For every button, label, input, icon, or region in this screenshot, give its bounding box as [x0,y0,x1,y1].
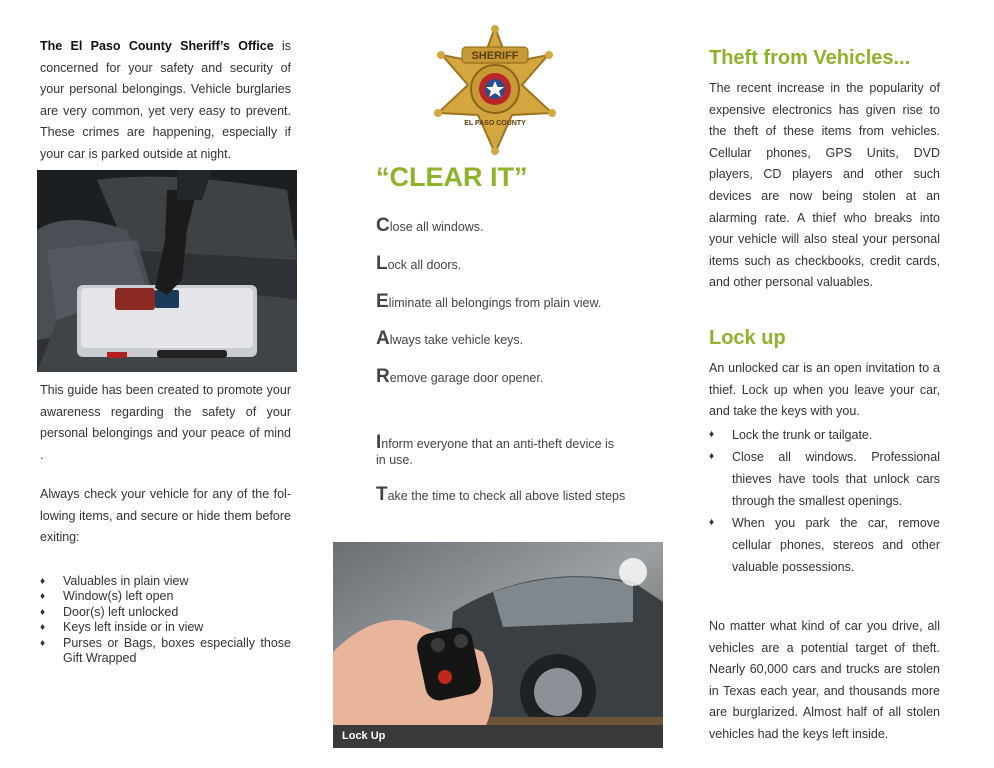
theft-heading: Theft from Vehicles... [709,47,911,69]
photo-caption: Lock Up [333,725,663,748]
guide-paragraph: This guide has been created to promote your awareness regarding the safety of your personal belongings and your peace of mind . [40,383,291,462]
lock-up-paragraph: An unlocked car is an open invitation to a thief. Lock up when you leave your car, and take the keys with you. [709,361,940,419]
step-letter: C [376,215,390,236]
list-item: ♦ Close all windows. Professional thieves have tools that unlock cars through the smallest openings. [709,446,940,512]
intro-rest: is concerned for your safety and security of your personal belongings. Vehicle burglaries are very common, yet very easy to prevent. These crimes are happening, especially if your car is parked outside at night. [40,39,291,161]
theft-paragraph: The recent increase in the popularity of expensive electronics has given rise to the theft of these items from vehicles. Cellular phones, GPS Units, DVD players, CD players and other such devices are now being stolen at an alarming rate. A thief who breaks into your vehicle will also steal your personal items such as checkbooks, credit cards, and other personal valuables. [709,81,940,290]
step-letter: R [376,366,390,387]
step-text: ock all doors. [387,258,462,272]
step-text: ake the time to check all above listed steps [387,489,626,503]
list-item: ♦ When you park the car, remove cellular phones, stereos and other valuable possessions. [709,512,940,578]
list-item: ♦ Keys left inside or in view [40,620,291,635]
clear-step-a [376,328,636,349]
sheriff-badge-logo [430,25,560,155]
intro-bold: The El Paso County Sheriff’s Office [40,39,274,53]
list-item: ♦ Purses or Bags, boxes especially those Gift Wrapped [40,636,291,667]
clear-it-heading: “CLEAR IT” [376,162,528,192]
step-text: emove garage door opener. [389,371,544,385]
list-item: ♦ Window(s) left open [40,589,291,604]
no-matter-paragraph: No matter what kind of car you drive, all vehicles are a potential target of theft. Nearly 60,000 cars and trucks are stolen in Texas each year, and thousands more are burglarized. Almost half of all stolen vehicles had the keys left inside. [709,619,940,741]
step-letter: T [376,484,388,505]
clear-step-r [376,366,636,387]
list-item: ♦ Valuables in plain view [40,574,291,589]
list-item: ♦ Lock the trunk or tailgate. [709,424,940,446]
badge-top-text: SHERIFF [471,50,519,62]
list-item: ♦ Door(s) left unlocked [40,605,291,620]
step-letter: I [376,432,382,453]
step-letter: L [376,253,388,274]
step-text: nform everyone that an anti-theft device is in use. [376,437,615,467]
clear-step-i [376,432,626,468]
always-check-paragraph: Always check your vehicle for any of the fol-lowing items, and secure or hide them before exiting: [40,487,291,545]
clear-step-e [376,291,636,312]
step-text: liminate all belongings from plain view. [388,296,602,310]
step-text: lose all windows. [389,220,484,234]
intro-paragraph [40,36,291,166]
clear-step-l [376,253,636,274]
badge-bottom-text: EL PASO COUNTY [464,120,526,127]
clear-step-c [376,215,636,236]
check-items-list [40,574,291,666]
step-text: lways take vehicle keys. [389,333,524,347]
lock-up-list [709,424,940,578]
step-letter: E [376,291,389,312]
step-letter: A [376,328,390,349]
car-burglary-photo [37,170,297,372]
clear-step-t [376,484,636,505]
key-fob-photo [333,542,663,748]
lock-up-heading: Lock up [709,327,786,349]
